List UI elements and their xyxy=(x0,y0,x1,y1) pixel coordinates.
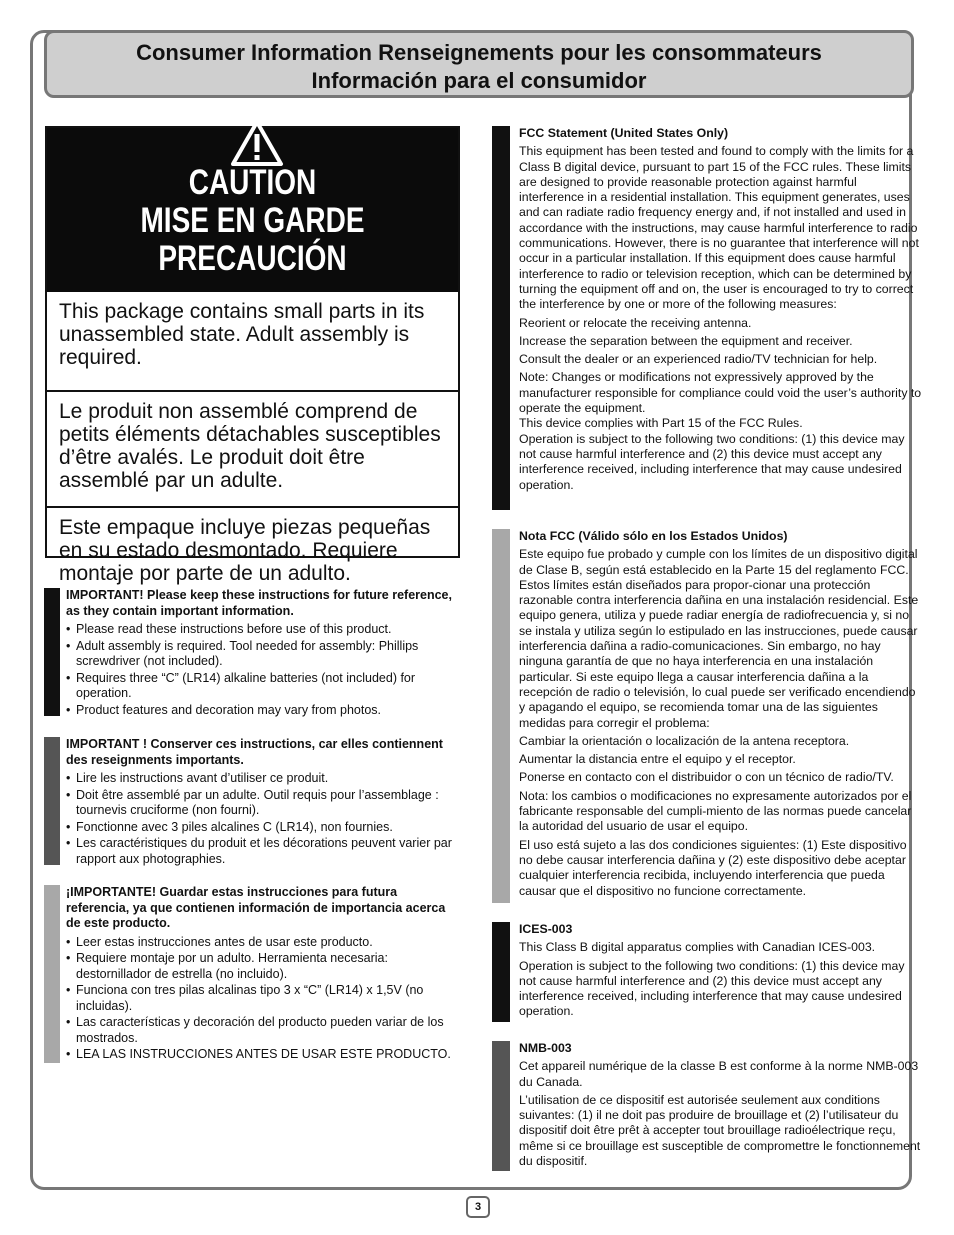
paragraph: Note: Changes or modifications not expressively approved by the manufacturer responsible for compliance could void the user’s authority to operate the equipment. This device complies with Part 15 of the FCC Rules. Operation is subject to the following two conditions: (1) this device may not cause harmful interference and (2) this device must accept any interference received, including interference that may cause undesired operation. xyxy=(519,370,922,492)
list-item: • Doit être assemblé par un adulte. Outil requis pour l’assemblage : tournevis cruciforme (non fourni). xyxy=(66,788,462,819)
important-en-list xyxy=(66,622,462,718)
caution-title-en: CAUTION xyxy=(188,163,317,202)
fcc-en-heading: FCC Statement (United States Only) xyxy=(519,126,729,140)
list-item: • Requires three “C” (LR14) alkaline batteries (not included) for operation. xyxy=(66,671,462,702)
ices-section xyxy=(492,922,922,1022)
important-es-section xyxy=(44,885,462,1063)
header-title-line2: Información para el consumidor xyxy=(311,68,647,93)
list-item: • LEA LAS INSTRUCCIONES ANTES DE USAR ESTE PRODUCTO. xyxy=(66,1047,462,1063)
nmb-section xyxy=(492,1041,922,1171)
fcc-en-section xyxy=(492,126,922,510)
paragraph: Cambiar la orientación o localización de la antena receptora. xyxy=(519,733,850,748)
important-fr-list xyxy=(66,771,462,867)
list-item: • Lire les instructions avant d’utiliser ce produit. xyxy=(66,771,462,787)
caution-title xyxy=(88,164,417,278)
paragraph: Consult the dealer or an experienced radio/TV technician for help. xyxy=(519,352,878,367)
section-bar xyxy=(492,1041,510,1171)
page-number: 3 xyxy=(466,1196,490,1218)
list-item: • Les caractéristiques du produit et les décorations peuvent varier par rapport aux photographies. xyxy=(66,836,462,867)
paragraph: This Class B digital apparatus complies with Canadian ICES-003. xyxy=(519,940,876,955)
paragraph: Aumentar la distancia entre el equipo y el receptor. xyxy=(519,752,796,767)
warning-triangle-icon xyxy=(230,119,284,167)
section-bar xyxy=(492,922,510,1022)
paragraph: Ponerse en contacto con el distribuidor o con un técnico de radio/TV. xyxy=(519,770,894,785)
caution-text-en: This package contains small parts in its unassembled state. Adult assembly is required. xyxy=(59,300,425,369)
important-fr-heading: IMPORTANT ! Conserver ces instructions, car elles contiennent des reseignments importants. xyxy=(66,737,443,767)
paragraph: L’utilisation de ce dispositif est autorisée seulement aux conditions suivantes: (1) il ne doit pas produire de brouillage et (2) l’utilisateur du dispositif doit être prêt à accepter tout brouillage radioélectrique reçu, même si ce brouillage est susceptible de compromettre le fonctionnement du dispositif. xyxy=(519,1092,921,1169)
paragraph: Increase the separation between the equipment and receiver. xyxy=(519,333,853,348)
fcc-es-section xyxy=(492,529,922,903)
paragraph: Reorient or relocate the receiving antenna. xyxy=(519,315,752,330)
list-item: • Requiere montaje por un adulto. Herramienta necesaria: destornillador de estrella (no incluido). xyxy=(66,951,462,982)
section-bar xyxy=(44,588,60,716)
important-es-heading: ¡IMPORTANTE! Guardar estas instrucciones para futura referencia, ya que contienen información de importancia acerca de este producto. xyxy=(66,885,446,930)
paragraph: Nota: los cambios o modificaciones no expresamente autorizados por el fabricante responsable del cumpli-miento de las normas puede cancelar la autoridad del usuario de usar el equipo. xyxy=(519,788,912,834)
section-bar xyxy=(492,126,510,510)
paragraph: This equipment has been tested and found to comply with the limits for a Class B digital device, pursuant to part 15 of the FCC rules. These limits are designed to provide reasonable protection against harmful interference in a residential installation. This equipment generates, uses and can radiate radio frequency energy and, if not installed and used in accordance with the instructions, may cause harmful interference to radio communications. However, there is no guarantee that interference will not occur in a particular installation. If this equipment does cause harmful interference to radio or television reception, which can be determined by turning the equipment off and on, the user is encouraged to try to correct the interference by one or more of the following measures: xyxy=(519,144,919,312)
caution-title-es: PRECAUCIÓN xyxy=(158,239,347,278)
important-en-section xyxy=(44,588,462,716)
important-fr-section xyxy=(44,737,462,865)
section-bar xyxy=(44,737,60,865)
caution-box xyxy=(45,126,460,585)
section-bar xyxy=(44,885,60,1063)
list-item: • Product features and decoration may vary from photos. xyxy=(66,703,462,719)
fcc-es-heading: Nota FCC (Válido sólo en los Estados Unidos) xyxy=(519,529,788,543)
list-item: • Please read these instructions before use of this product. xyxy=(66,622,462,638)
paragraph: El uso está sujeto a las dos condiciones siguientes: (1) Este dispositivo no debe causar interferencia dañina y (2) este dispositivo debe aceptar cualquier interferencia recibida, incluyendo interferencia que pueda causar que el dispositivo no funcione correctamente. xyxy=(519,837,907,898)
ices-heading: ICES-003 xyxy=(519,922,573,936)
list-item: • Funciona con tres pilas alcalinas tipo 3 x “C” (LR14) x 1,5V (no incluidas). xyxy=(66,983,462,1014)
nmb-heading: NMB-003 xyxy=(519,1041,572,1055)
important-en-heading: IMPORTANT! Please keep these instructions for future reference, as they contain important information. xyxy=(66,588,452,618)
caution-text-es: Este empaque incluye piezas pequeñas en su estado desmontado. Requiere montaje por parte de un adulto. xyxy=(47,506,458,591)
header-title-line1: Consumer Information Renseignements pour les consommateurs xyxy=(136,40,822,65)
list-item: • Adult assembly is required. Tool needed for assembly: Phillips screwdriver (not included). xyxy=(66,639,462,670)
paragraph: Cet appareil numérique de la classe B est conforme à la norme NMB-003 du Canada. xyxy=(519,1059,919,1089)
list-item: • Fonctionne avec 3 piles alcalines C (LR14), non fournies. xyxy=(66,820,462,836)
list-item: • Las características y decoración del producto pueden variar de los mostrados. xyxy=(66,1015,462,1046)
page-header xyxy=(44,30,914,98)
caution-banner xyxy=(47,128,458,292)
list-item: • Leer estas instrucciones antes de usar este producto. xyxy=(66,935,462,951)
important-es-list xyxy=(66,935,462,1063)
paragraph: Operation is subject to the following two conditions: (1) this device may not cause harmful interference and (2) this device must accept any interference received, including interference that may cause undesired operation. xyxy=(519,958,905,1019)
caution-text-fr: Le produit non assemblé comprend de petits éléments détachables susceptibles d’être avalés. Le produit doit être assemblé par un adulte. xyxy=(47,390,458,506)
section-bar xyxy=(492,529,510,903)
paragraph: Este equipo fue probado y cumple con los límites de un dispositivo digital de Clase B, según está establecido en la Parte 15 del reglamento FCC. Estos límites están diseñados para propor-cionar una protección razonable contra interferencia dañina en una instalación residencial. Este equipo genera, utiliza y puede radiar energía de radiofrecuencia y, si no se instala y utiliza según lo estipulado en las instrucciones, puede causar interferencia dañina a radio-comunicaciones. Sin embargo, no hay ninguna garantía de que no haya interferencia en una instalación particular. Si este equipo llega a causar interferencia dañina a la recepción de radio o televisión, lo cual puede ser verificado encendiendo y apagando el equipo, se recomienda tomar una de las siguientes medidas para corregir el problema: xyxy=(519,547,919,730)
caution-title-fr: MISE EN GARDE xyxy=(140,201,365,240)
